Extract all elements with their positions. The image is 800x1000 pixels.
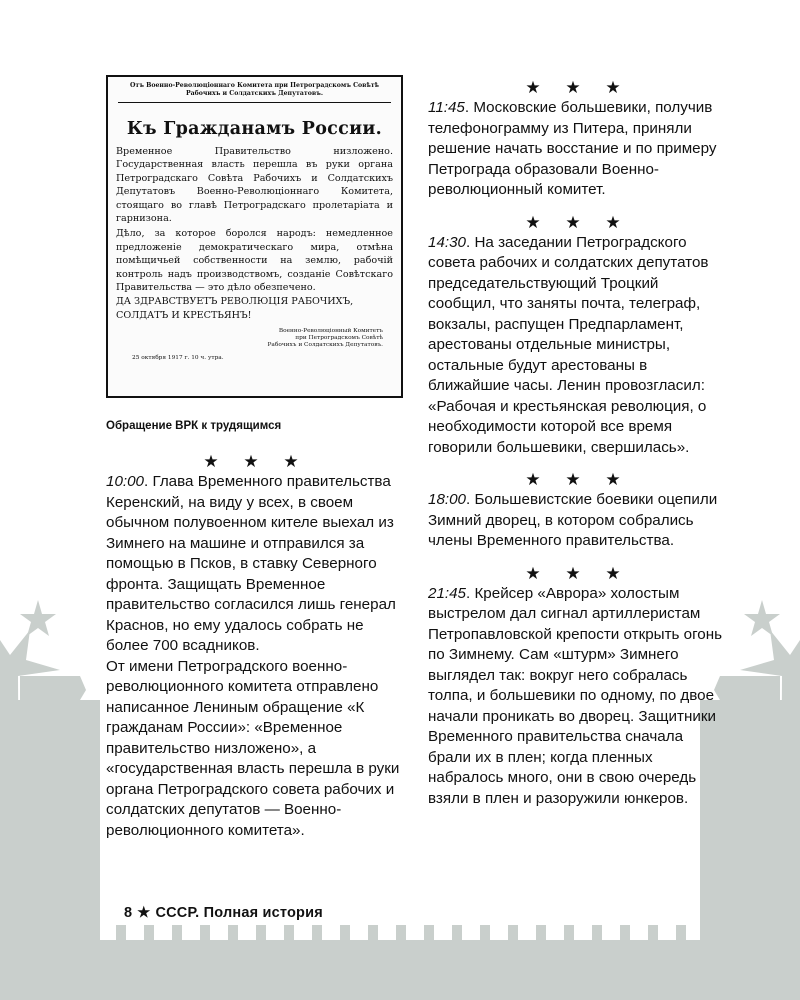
poster-signature-line3: Рабочихъ и Солдатскихъ Депутатовъ. xyxy=(267,342,383,349)
poster-header-line2: Рабочихъ и Солдатскихъ Депутатовъ. xyxy=(185,90,324,97)
poster-signature-line1: Военно-Революціонный Комитетъ xyxy=(278,328,383,335)
entry-14-30 xyxy=(428,233,728,459)
poster-body: Временное Правительство низложено. Государственная власть перешла въ руки органа Петроградскаго Совѣта Рабочихъ и Солдатскихъ Депутатовъ Военно-Революціоннаго Комитета, стоящаго во главѣ Петроградскаго пролетаріата и гарнизона. xyxy=(116,146,393,225)
page-number: 8 xyxy=(124,905,133,921)
star-icon: ★ xyxy=(137,905,151,921)
poster-date: 25 октября 1917 г. 10 ч. утра. xyxy=(132,355,224,362)
separator-stars: ★ ★ ★ xyxy=(525,563,631,583)
entry-text: . На заседании Петроградского совета рабочих и солдатских депутатов председательствующий Троцкий сообщил, что заняты почта, телеграф, вокзалы, распущен Предпарламент, арестованы отдельные министры, остальные будут арестованы в ближайшие часы. Ленин провозгласил: «Рабочая и крестьянская революция, о необходимости которой все время говорили большевики, свершилась». xyxy=(428,233,709,456)
entry-time: 14:30 xyxy=(428,233,467,251)
separator-stars: ★ ★ ★ xyxy=(525,212,631,232)
entry-text: . Московские большевики, получив телефонограмму из Питера, приняли решение начать восстание и по примеру Петрограда образовали Военно-революционный комитет. xyxy=(428,99,717,198)
poster-cheer: ДА ЗДРАВСТВУЕТЪ РЕВОЛЮЦІЯ РАБОЧИХЪ, СОЛДАТЪ И КРЕСТЬЯНЪ! xyxy=(116,296,354,321)
entry-21-45 xyxy=(428,584,728,810)
entry-10-00 xyxy=(106,472,406,657)
poster-body2: Дѣло, за которое боролся народъ: немедленное предложеніе демократическаго мира, отмѣна помѣщичьей собственности на землю, рабочій контроль надъ производствомъ, созданіе Совѣтскаго Правительства — это дѣло обезпечено. xyxy=(116,228,393,294)
entry-time: 18:00 xyxy=(428,491,467,508)
poster-header xyxy=(118,82,391,103)
poster-title: Къ Гражданамъ России. xyxy=(126,119,383,139)
poster-signature-line2: при Петроградскомъ Совѣтѣ xyxy=(295,335,383,342)
separator-stars: ★ ★ ★ xyxy=(525,470,631,489)
separator-stars: ★ ★ ★ xyxy=(525,78,631,97)
poster-header-line1: Отъ Военно-Революціоннаго Комитета при Петроградскомъ Совѣтѣ xyxy=(129,82,379,89)
entry-appeal: От имени Петроградского военно-революционного комитета отправлено написанное Лениным обращение «К гражданам России»: «Временное правительство низложено», а «государственная власть перешла в руки органа Петроградского совета рабочих и солдатских депутатов — Военно-революционного комитета». xyxy=(106,657,400,839)
left-column xyxy=(106,452,406,841)
entry-time: 10:00 xyxy=(106,473,145,490)
page-footer xyxy=(124,905,323,921)
entry-time: 11:45 xyxy=(428,99,465,116)
right-column xyxy=(428,78,728,809)
book-title: СССР. Полная история xyxy=(155,905,323,921)
entry-18-00 xyxy=(428,490,728,552)
entry-text: . Крейсер «Аврора» холостым выстрелом дал сигнал артиллеристам Петропавловской крепости открыть огонь по Зимнему. Сам «штурм» Зимнего выглядел так: вокруг него собралась толпа, и большевики по одному, по двое начали проникать во дворец. Защитники Временного правительства сначала брали их в плен; когда пленных набралось много, они в свою очередь взяли в плен и разоружили юнкеров. xyxy=(428,584,723,807)
separator-stars: ★ ★ ★ xyxy=(203,452,309,471)
poster-caption: Обращение ВРК к трудящимся xyxy=(106,420,282,432)
poster-signature xyxy=(116,328,393,349)
entry-text: . Большевистские боевики оцепили Зимний дворец, в котором собрались члены Временного правительства. xyxy=(428,491,718,549)
entry-time: 21:45 xyxy=(428,584,467,602)
entry-text: . Глава Временного правительства Керенский, на виду у всех, в своем обычном полувоенном кителе выехал из Зимнего на машине и отправился за помощью в Псков, в ставку Северного фронта. Защищать Временное правительство согласился лишь генерал Краснов, но ему удалось собрать не более 700 всадников. xyxy=(106,473,396,654)
poster-image xyxy=(106,75,403,398)
entry-11-45 xyxy=(428,98,728,201)
